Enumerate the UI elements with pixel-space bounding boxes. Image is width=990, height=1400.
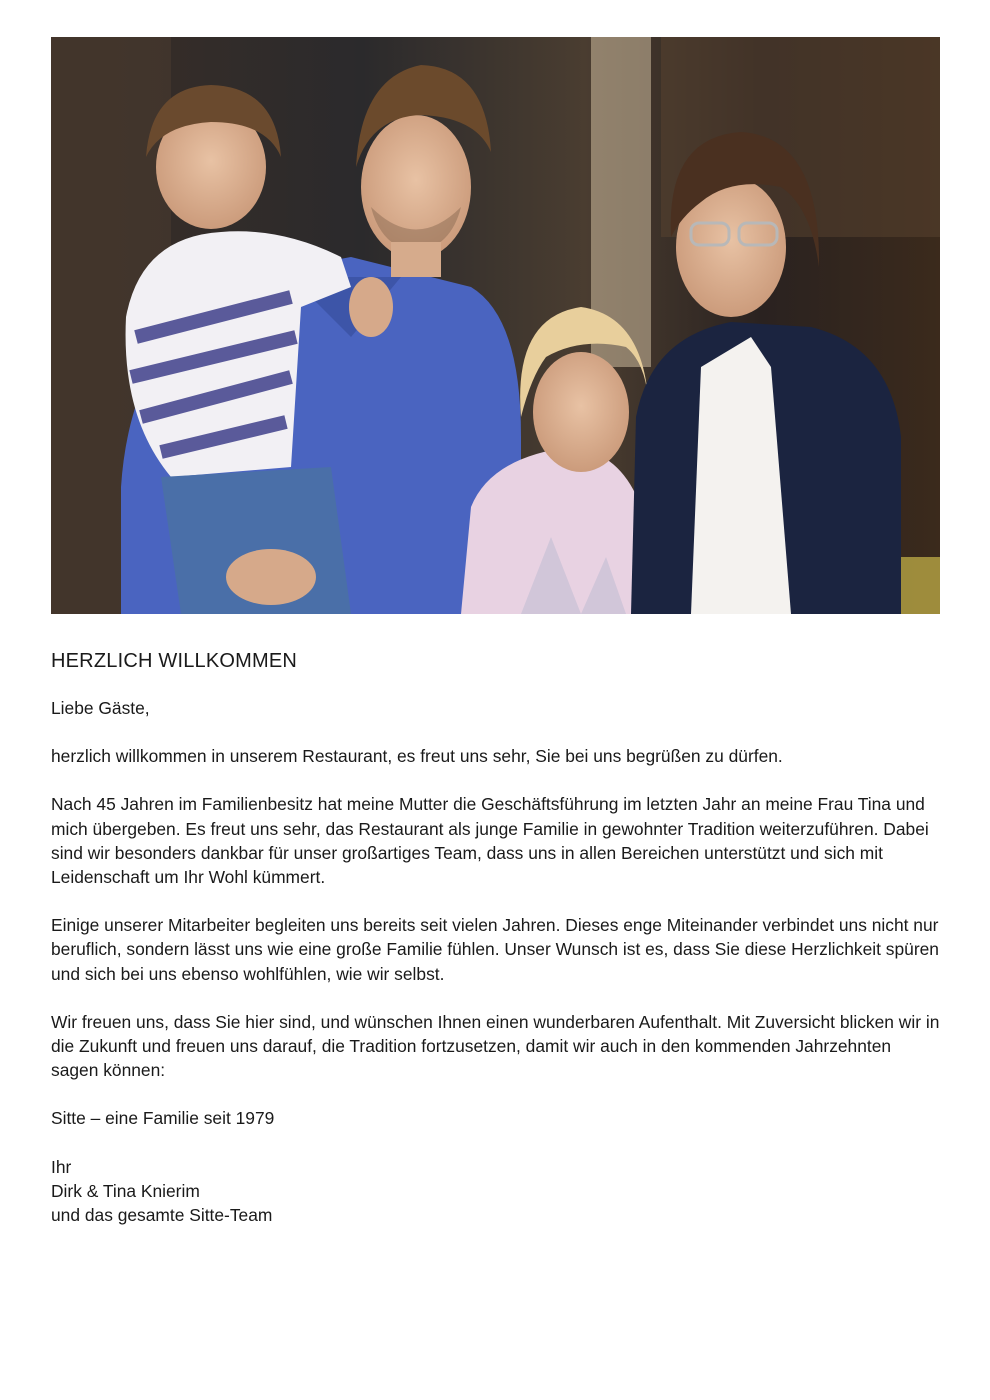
family-photo <box>51 37 940 614</box>
signature <box>51 1155 940 1228</box>
paragraph-closing: Wir freuen uns, dass Sie hier sind, und wünschen Ihnen einen wunderbaren Aufenthalt. Mit Zuversicht blicken wir in die Zukunft und freuen uns darauf, die Tradition fortzusetzen, damit wir auch in den kommenden Jahrzehnten sagen können: <box>51 1011 940 1081</box>
signature-names: Dirk & Tina Knierim <box>51 1180 200 1201</box>
motto: Sitte – eine Familie seit 1979 <box>51 1108 275 1129</box>
signature-team: und das gesamte Sitte-Team <box>51 1205 273 1226</box>
welcome-letter <box>51 648 940 1227</box>
paragraph-team: Einige unserer Mitarbeiter begleiten uns bereits seit vielen Jahren. Dieses enge Miteinander verbindet uns nicht nur beruflich, sondern lässt uns wie eine große Familie fühlen. Unser Wunsch ist es, dass Sie diese Herzlichkeit spüren und sich bei uns ebenso wohlfühlen, wie wir selbst. <box>51 915 939 984</box>
page-title: HERZLICH WILLKOMMEN <box>51 650 298 672</box>
salutation: Liebe Gäste, <box>51 698 150 718</box>
paragraph-history: Nach 45 Jahren im Familienbesitz hat meine Mutter die Geschäftsführung im letzten Jahr an meine Frau Tina und mich übergeben. Es freut uns sehr, das Restaurant als junge Familie in gewohnter Tradition weiterzuführen. Dabei sind wir besonders dankbar für unser großartiges Team, dass uns in allen Bereichen unterstützt und sich mit Leidenschaft um Ihr Wohl kümmert. <box>51 794 929 888</box>
signature-greeting: Ihr <box>51 1156 72 1177</box>
paragraph-intro: herzlich willkommen in unserem Restaurant, es freut uns sehr, Sie bei uns begrüßen zu dürfen. <box>51 746 783 767</box>
family-photo-illustration <box>51 37 940 614</box>
